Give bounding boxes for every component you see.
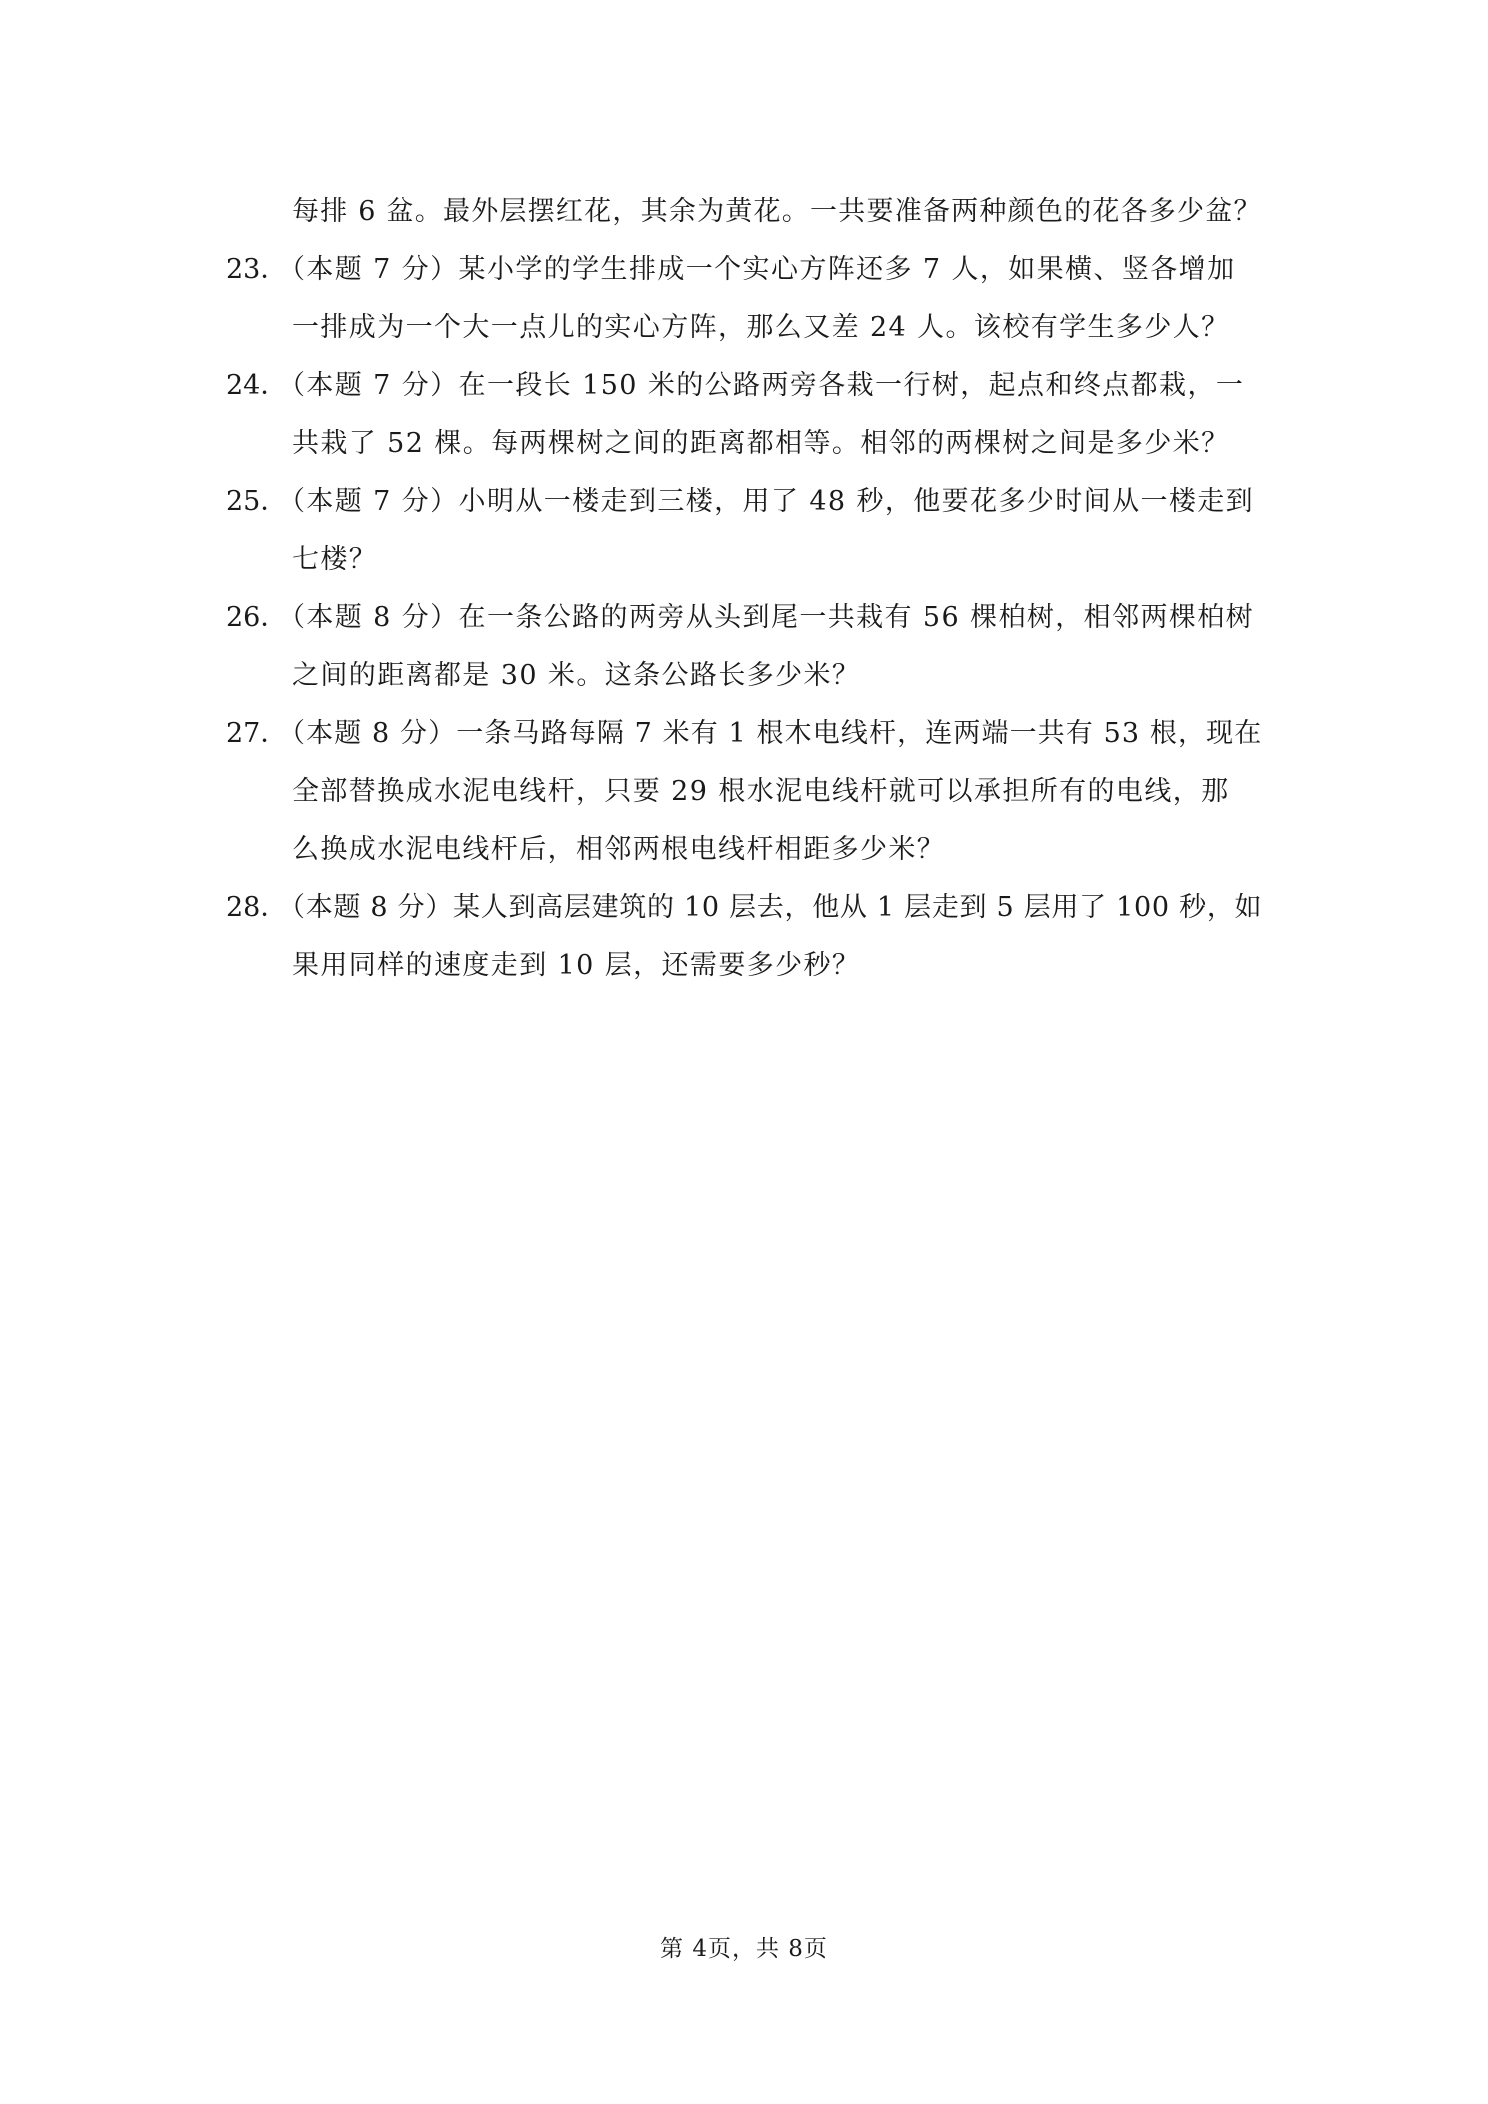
question-25-line-2: 七楼？: [292, 544, 378, 575]
question-24-number: 24．: [226, 370, 288, 401]
question-27-line-3: 么换成水泥电线杆后，相邻两根电线杆相距多少米？: [292, 834, 946, 865]
question-24-line-1: （本题 7 分）在一段长 150 米的公路两旁各栽一行树，起点和终点都栽，一: [278, 370, 1245, 401]
question-23-line-1: （本题 7 分）某小学的学生排成一个实心方阵还多 7 人，如果横、竖各增加: [278, 254, 1236, 285]
question-23-line-2: 一排成为一个大一点儿的实心方阵，那么又差 24 人。该校有学生多少人？: [292, 312, 1230, 343]
question-26-line-2: 之间的距离都是 30 米。这条公路长多少米？: [292, 660, 861, 691]
question-25-number: 25．: [226, 486, 288, 517]
question-22-continuation: 每排 6 盆。最外层摆红花，其余为黄花。一共要准备两种颜色的花各多少盆？: [292, 196, 1262, 227]
question-26-number: 26．: [226, 602, 288, 633]
question-28-line-1: （本题 8 分）某人到高层建筑的 10 层去，他从 1 层走到 5 层用了 100 秒，如: [278, 892, 1263, 923]
question-27-line-1: （本题 8 分）一条马路每隔 7 米有 1 根木电线杆，连两端一共有 53 根，现在: [278, 718, 1263, 749]
question-24-line-2: 共栽了 52 棵。每两棵树之间的距离都相等。相邻的两棵树之间是多少米？: [292, 428, 1230, 459]
question-27-number: 27．: [226, 718, 288, 749]
question-27-line-2: 全部替换成水泥电线杆，只要 29 根水泥电线杆就可以承担所有的电线，那: [292, 776, 1230, 807]
question-28-number: 28．: [226, 892, 288, 923]
question-28-line-2: 果用同样的速度走到 10 层，还需要多少秒？: [292, 950, 861, 981]
question-26-line-1: （本题 8 分）在一条公路的两旁从头到尾一共栽有 56 棵柏树，相邻两棵柏树: [278, 602, 1255, 633]
question-25-line-1: （本题 7 分）小明从一楼走到三楼，用了 48 秒，他要花多少时间从一楼走到: [278, 486, 1255, 517]
question-23-number: 23．: [226, 254, 288, 285]
page-number-footer: 第 4页，共 8页: [660, 1936, 828, 1962]
